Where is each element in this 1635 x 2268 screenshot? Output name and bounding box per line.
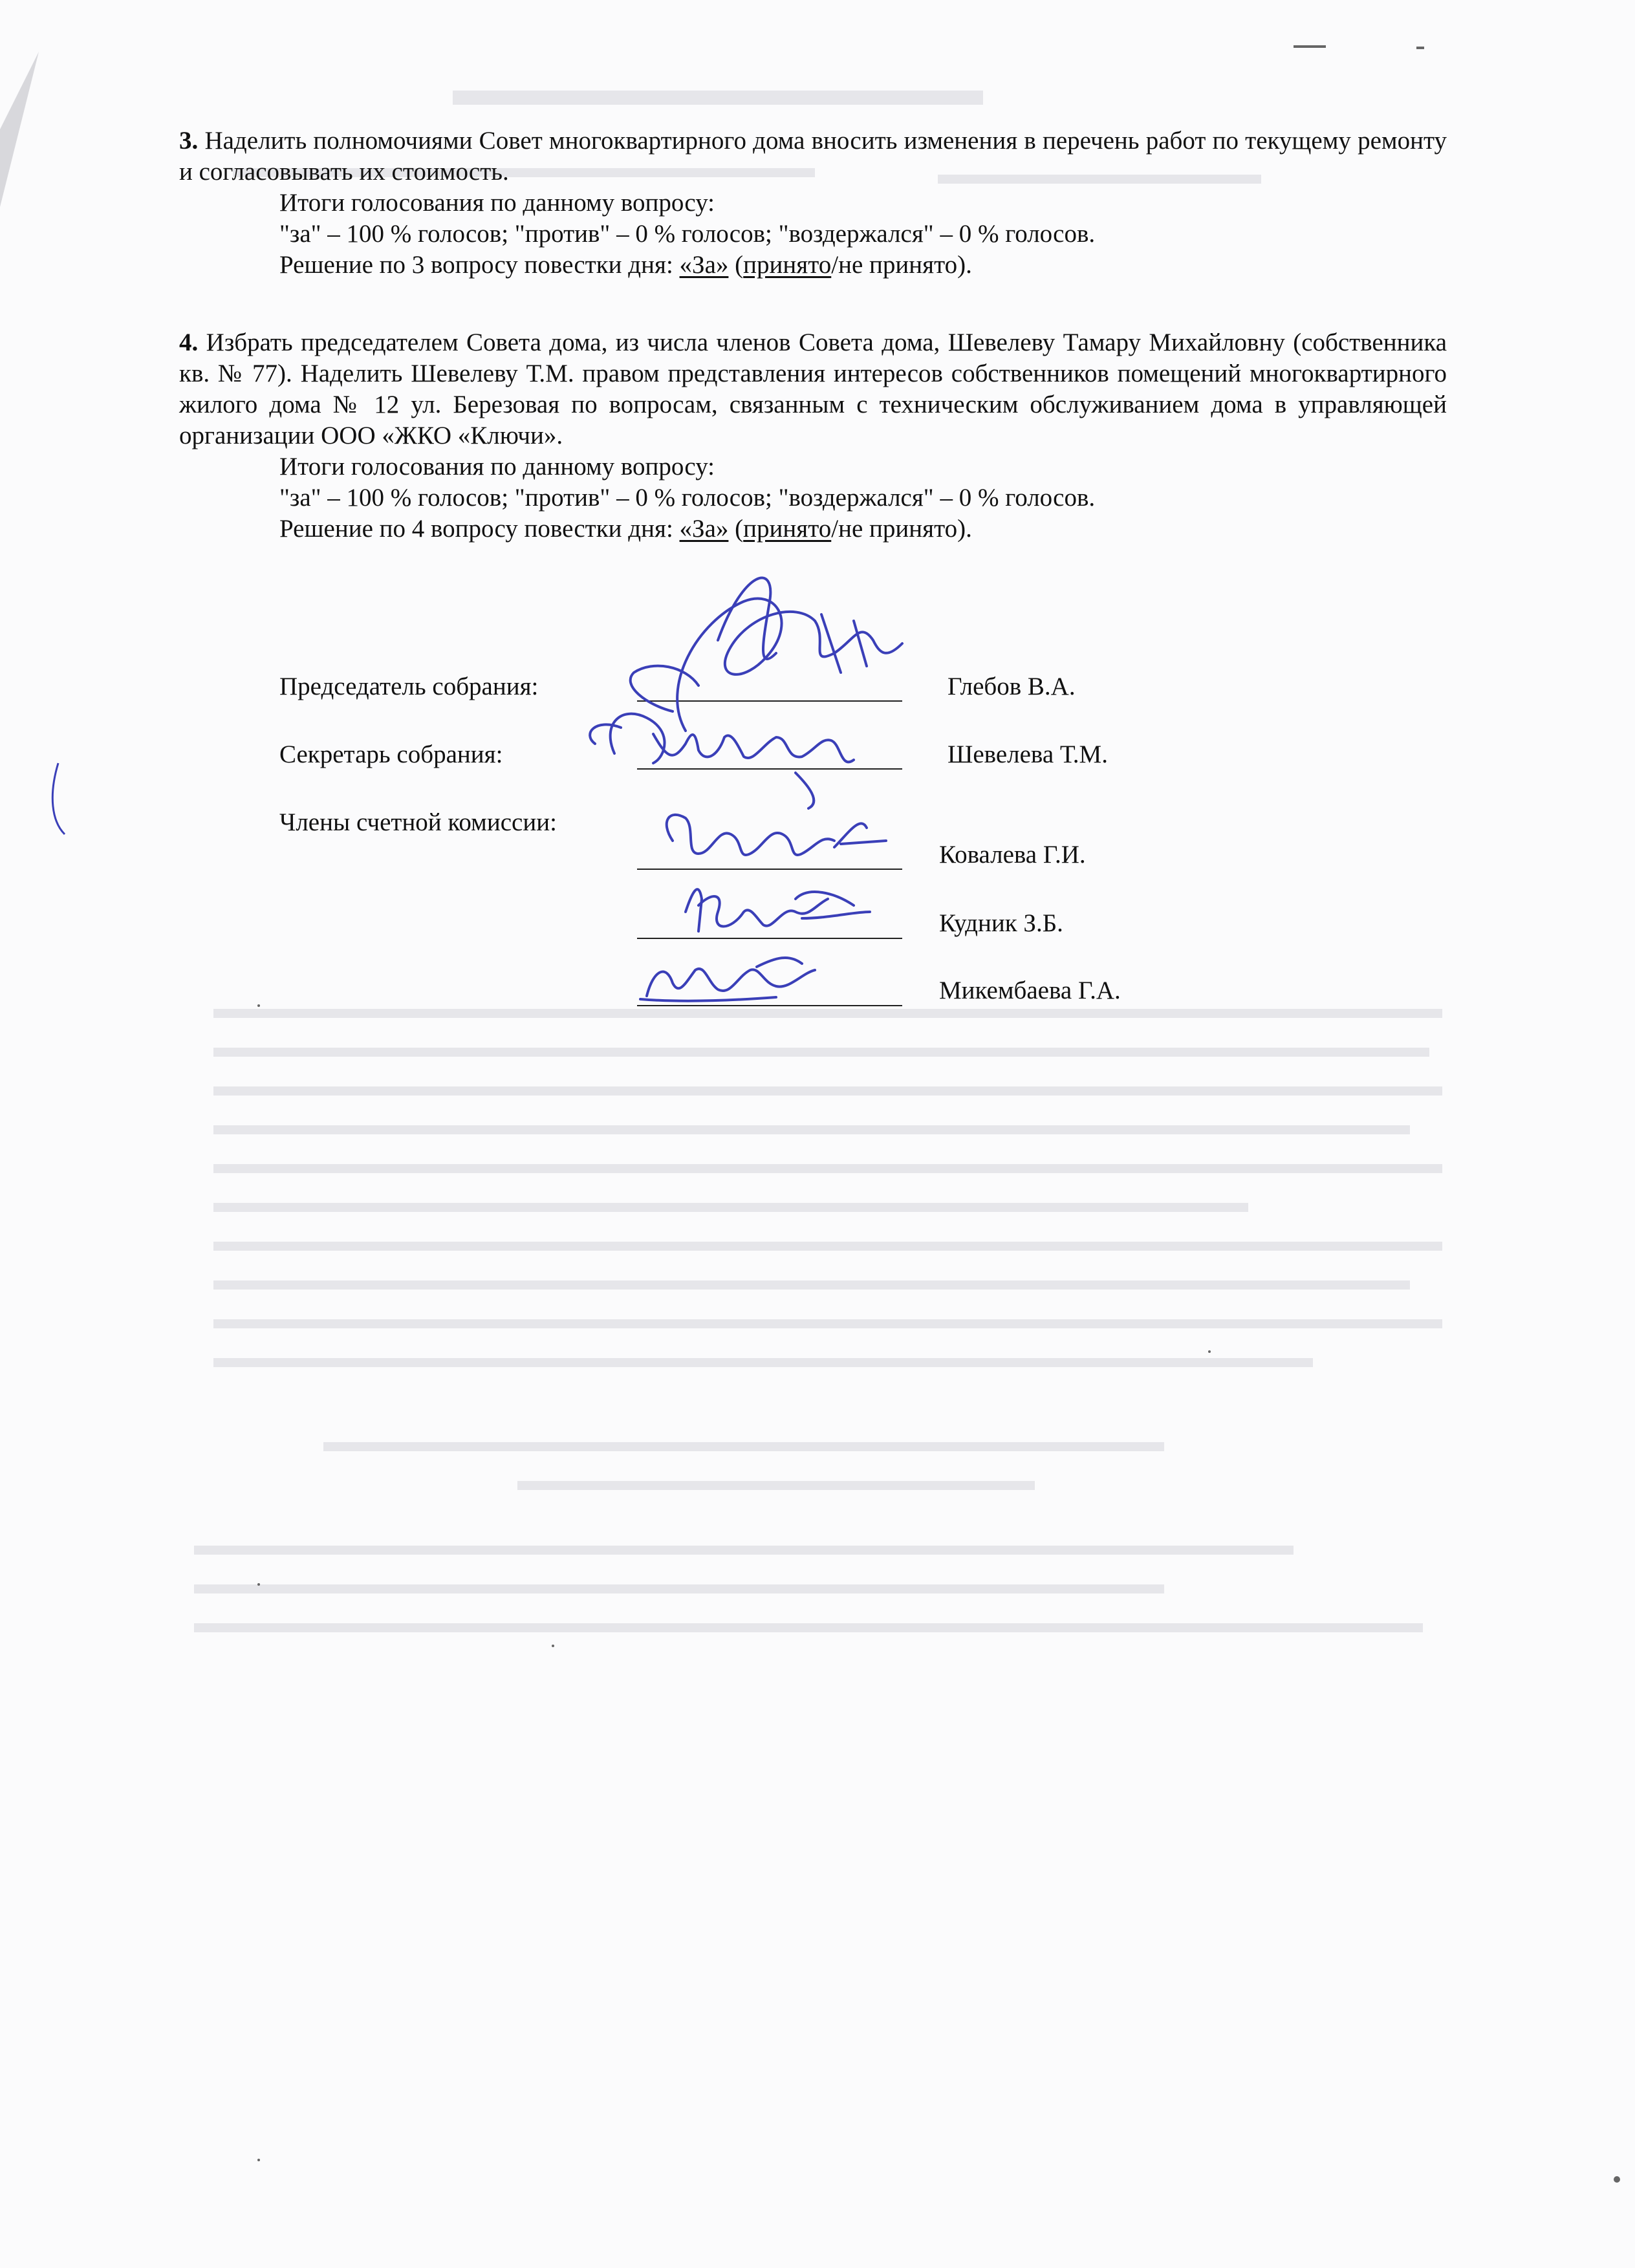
member2-signature-line — [637, 938, 902, 939]
chairman-signature-line — [637, 700, 902, 702]
member3-name: Микембаева Г.А. — [939, 977, 1121, 1004]
item-3-text: 3. Наделить полномочиями Совет многоквартирного дома вносить изменения в перечень работ по текущему ремонту и согласовывать их стоимость. — [179, 127, 1447, 186]
item-3 — [179, 125, 1447, 281]
chairman-label: Председатель собрания: — [279, 673, 539, 700]
member2-name: Кудник З.Б. — [939, 909, 1063, 937]
item-4-results-heading: Итоги голосования по данному вопросу: — [279, 453, 715, 481]
item-4-results: "за" – 100 % голосов; "против" – 0 % голосов; "воздержался" – 0 % голосов. — [279, 484, 1096, 512]
member3-signature-line — [637, 1005, 902, 1006]
item-4-decision: Решение по 4 вопросу повестки дня: «За» (принято/не принято). — [279, 515, 972, 543]
item-4 — [179, 327, 1447, 545]
item-4-number: 4. — [179, 329, 199, 356]
member1-signature-line — [637, 869, 902, 870]
chairman-name: Глебов В.А. — [947, 673, 1076, 700]
secretary-signature-line — [637, 768, 902, 770]
commission-label: Члены счетной комиссии: — [279, 808, 557, 836]
item-3-decision: Решение по 3 вопросу повестки дня: «За» (принято/не принято). — [279, 251, 972, 279]
secretary-name: Шевелева Т.М. — [947, 740, 1108, 768]
item-3-results: "за" – 100 % голосов; "против" – 0 % голосов; "воздержался" – 0 % голосов. — [279, 220, 1096, 248]
item-3-number: 3. — [179, 127, 199, 155]
item-4-text: 4. Избрать председателем Совета дома, из числа членов Совета дома, Шевелеву Тамару Михайловну (собственника кв. № 77). Наделить Шевелеву Т.М. правом представления интересов собственников помещений многоквартирного жилого дома № 12 ул. Березовая по вопросам, связанным с техническим обслуживанием дома в управляющей организации ООО «ЖКО «Ключи». — [179, 329, 1447, 449]
member1-name: Ковалева Г.И. — [939, 841, 1086, 869]
item-3-results-heading: Итоги голосования по данному вопросу: — [279, 189, 715, 217]
secretary-label: Секретарь собрания: — [279, 740, 503, 768]
